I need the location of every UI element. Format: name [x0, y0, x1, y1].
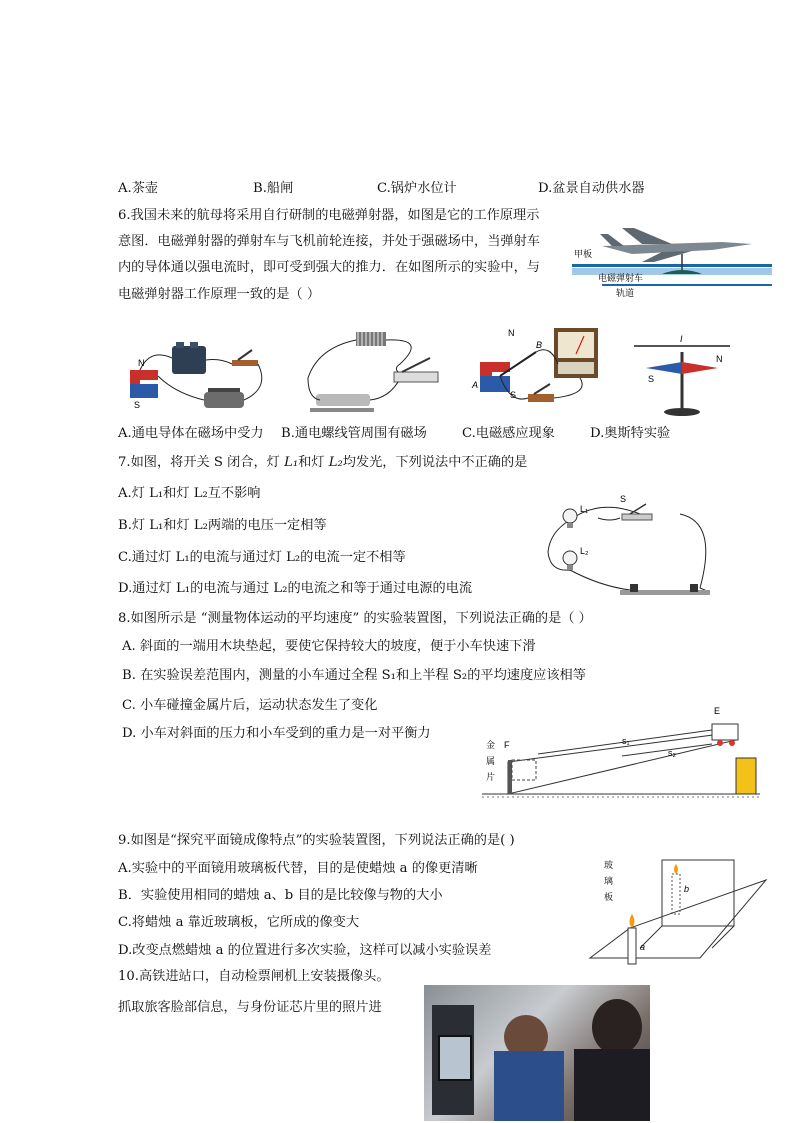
plane-mirror-figure: [600, 852, 780, 964]
q6-stem-line4: 电磁弹射器工作原理一致的是（ ）: [118, 287, 321, 302]
fig7-s: S: [620, 494, 627, 504]
fig8-f: F: [504, 740, 510, 750]
fig7-l2: L₂: [580, 546, 589, 556]
fig9-b: b: [684, 884, 690, 894]
q10-line2: 抓取旅客脸部信息，与身份证芯片里的照片进: [118, 1000, 382, 1015]
fig-c-b: B: [536, 340, 543, 350]
fig7-l1: L₁: [580, 504, 589, 514]
q9-stem: 9.如图是“探究平面镜成像特点”的实验装置图，下列说法正确的是( ): [118, 833, 515, 848]
parallel-circuit-figure: [540, 492, 720, 604]
q5-option-a: A.茶壶: [118, 181, 159, 196]
fig8-s1: s₁: [622, 736, 630, 746]
fig9-glass-2: 璃: [604, 876, 614, 886]
label-deck: 甲板: [574, 249, 593, 259]
fig9-a: a: [640, 942, 646, 952]
figure-c-induction: [470, 324, 610, 420]
q7-stem: 7.如图，将开关 S 闭合，灯 L₁和灯 L₂均发光，下列说法中不正确的是: [118, 455, 528, 470]
fig8-metal-1: 金: [486, 740, 496, 750]
fig9-glass-3: 板: [604, 892, 614, 902]
fig-c-n: N: [508, 328, 515, 338]
fig-c-s: S: [510, 390, 517, 400]
q8-option-d: D. 小车对斜面的压力和小车受到的重力是一对平衡力: [122, 726, 431, 741]
figure-a-current-in-field: [120, 338, 270, 418]
q6-option-c: C.电磁感应现象: [462, 426, 555, 441]
q8-stem: 8.如图所示是 “测量物体运动的平均速度” 的实验装置图，下列说法正确的是（ ）: [118, 611, 592, 626]
q5-option-d: D.盆景自动供水器: [538, 181, 645, 196]
q9-option-c: C.将蜡烛 a 靠近玻璃板，它所成的像变大: [118, 915, 360, 930]
label-cart: 电磁弹射车: [598, 273, 644, 283]
q7-option-a: A.灯 L₁和灯 L₂互不影响: [118, 486, 261, 501]
q6-option-d: D.奥斯特实验: [590, 426, 671, 441]
q5-option-c: C.锅炉水位计: [377, 181, 457, 196]
label-track: 轨道: [616, 288, 635, 298]
fig-d-i: I: [680, 334, 683, 344]
fig-d-n: N: [716, 354, 723, 364]
q10-line1: 10.高铁进站口，自动检票闸机上安装摄像头。: [118, 969, 390, 984]
q7-option-c: C.通过灯 L₁的电流与通过灯 L₂的电流一定不相等: [118, 550, 406, 565]
q6-stem-line2: 意图．电磁弹射器的弹射车与飞机前轮连接，并处于强磁场中，当弹射车: [118, 234, 540, 249]
fig8-metal-3: 片: [486, 772, 496, 782]
q6-option-b: B.通电螺线管周围有磁场: [281, 426, 427, 441]
jet-catapult-figure: [572, 220, 772, 300]
fig8-s2: s₂: [668, 748, 676, 758]
q7-option-b: B.灯 L₁和灯 L₂两端的电压一定相等: [118, 518, 327, 533]
q5-option-b: B.船闸: [253, 181, 294, 196]
q7-option-d: D.通过灯 L₁的电流与通过 L₂的电流之和等于通过电源的电流: [118, 581, 473, 596]
fig-a-s: S: [134, 400, 141, 410]
fig9-glass-1: 玻: [604, 860, 614, 870]
fig-a-n: N: [138, 358, 145, 368]
figure-d-oersted: [632, 334, 732, 420]
q9-option-d: D.改变点燃蜡烛 a 的位置进行多次实验，这样可以减小实验误差: [118, 943, 492, 958]
incline-figure: [482, 700, 762, 800]
figure-b-solenoid: [298, 328, 448, 420]
fig8-metal-2: 属: [486, 756, 496, 766]
q6-option-a: A.通电导体在磁场中受力: [118, 426, 264, 441]
q9-option-a: A.实验中的平面镜用玻璃板代替，目的是使蜡烛 a 的像更清晰: [118, 861, 478, 876]
q6-stem-line1: 6.我国未来的航母将采用自行研制的电磁弹射器，如图是它的工作原理示: [118, 208, 540, 223]
q6-stem-line3: 内的导体通以强电流时，即可受到强大的推力．在如图所示的实验中，与: [118, 260, 540, 275]
fig-d-s: S: [648, 374, 655, 384]
q9-option-b: B．实验使用相同的蜡烛 a、b 目的是比较像与物的大小: [118, 888, 443, 903]
ticket-gate-photo: [424, 985, 650, 1121]
q8-option-b: B. 在实验误差范围内，测量的小车通过全程 S₁和上半程 S₂的平均速度应该相等: [122, 668, 586, 683]
q8-option-c: C. 小车碰撞金属片后，运动状态发生了变化: [122, 698, 378, 713]
fig-c-a: A: [472, 380, 479, 390]
q8-option-a: A. 斜面的一端用木块垫起，要使它保持较大的坡度，便于小车快速下滑: [122, 639, 536, 654]
fig8-e: E: [714, 706, 721, 716]
